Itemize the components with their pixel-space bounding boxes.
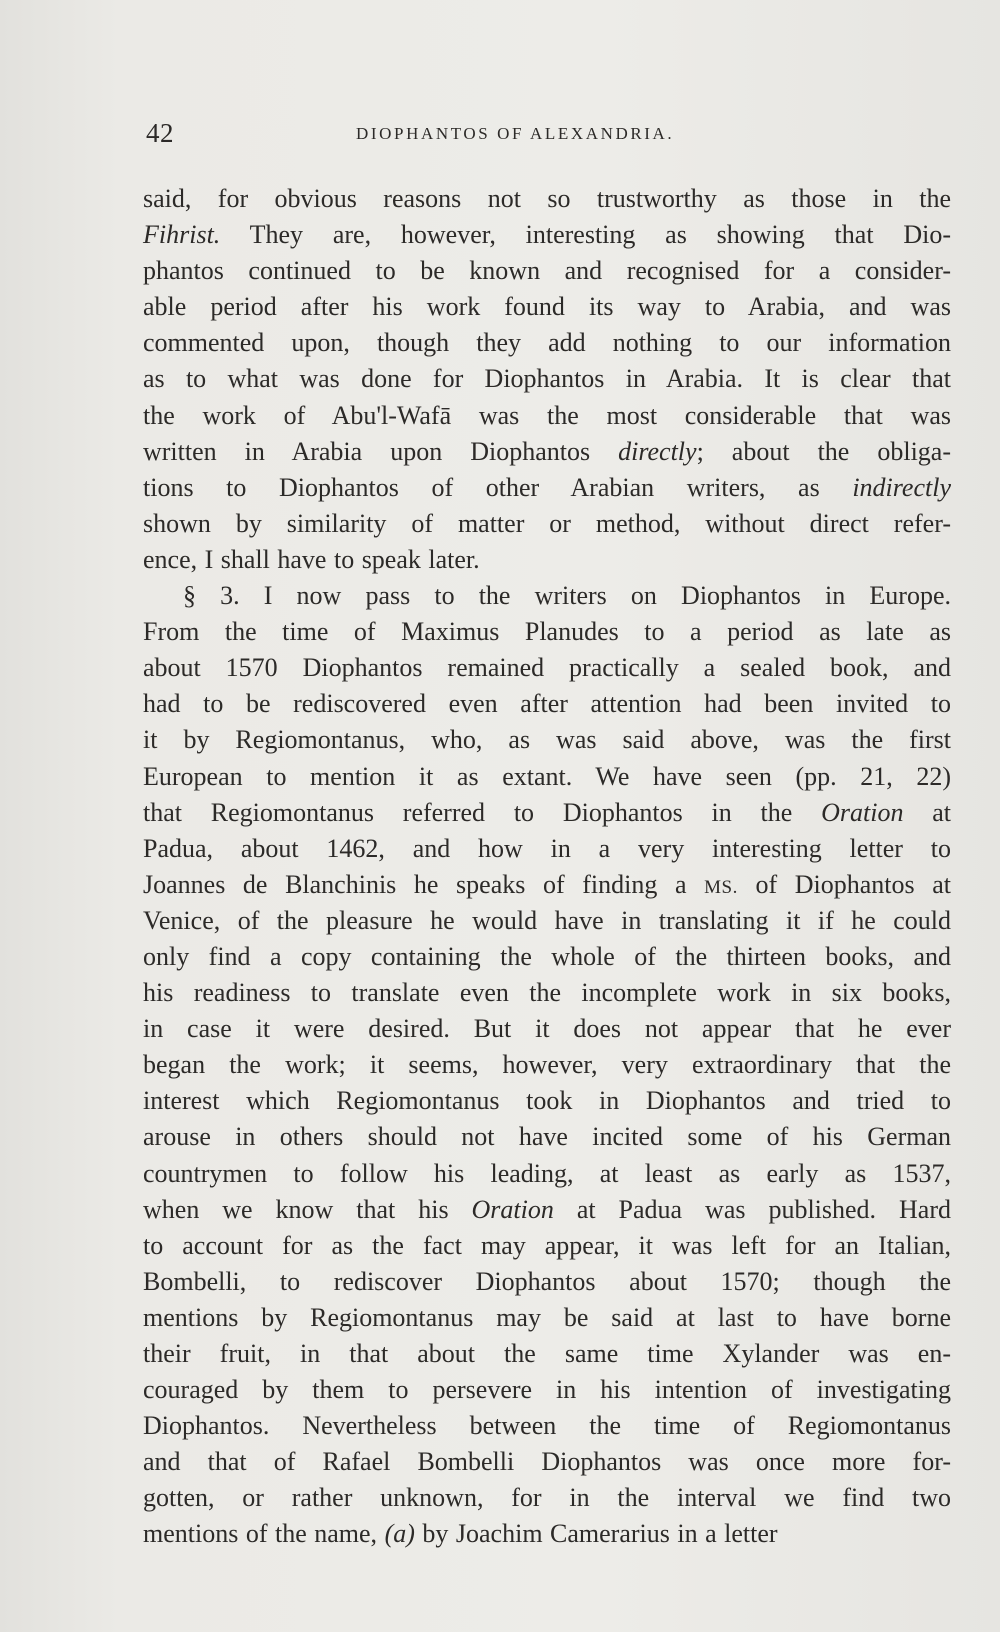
- text-line: [143, 542, 951, 578]
- text-line: [143, 253, 951, 289]
- text-segment: shown by similarity of matter or method, without direct refer-: [143, 508, 951, 538]
- text-segment: when we know that his: [143, 1194, 472, 1224]
- text-line: [143, 867, 951, 903]
- text-segment: in case it were desired. But it does not appear that he ever: [143, 1014, 951, 1044]
- text-line: [143, 289, 951, 325]
- text-line: [143, 1336, 951, 1372]
- text-line: [143, 1119, 951, 1155]
- text-segment: the work of Abu'l-Wafā was the most considerable that was: [143, 400, 951, 430]
- text-line: [143, 650, 951, 686]
- text-line: [143, 1444, 951, 1480]
- text-segment: phantos continued to be known and recognised for a consider-: [143, 256, 951, 286]
- italic-text: Oration: [821, 797, 904, 827]
- text-line: [143, 506, 951, 542]
- text-segment: tions to Diophantos of other Arabian writers, as: [143, 472, 853, 502]
- text-line: [143, 1300, 951, 1336]
- text-segment: Padua, about 1462, and how in a very interesting letter to: [143, 833, 951, 863]
- text-segment: interest which Regiomontanus took in Diophantos and tried to: [143, 1086, 951, 1116]
- text-line: [143, 759, 951, 795]
- text-segment: to account for as the fact may appear, it was left for an Italian,: [143, 1230, 951, 1260]
- text-segment: by Joachim Camerarius in a letter: [414, 1519, 778, 1549]
- text-line: [143, 181, 951, 217]
- text-segment: § 3. I now pass to the writers on Diophantos in Europe.: [183, 581, 951, 611]
- text-segment: able period after his work found its way to Arabia, and was: [143, 292, 951, 322]
- text-segment: Venice, of the pleasure he would have in translating it if he could: [143, 905, 951, 935]
- text-segment: countrymen to follow his leading, at least as early as 1537,: [143, 1158, 951, 1188]
- italic-text: Fihrist.: [143, 220, 221, 250]
- italic-text: directly: [618, 436, 697, 466]
- text-line: [143, 1047, 951, 1083]
- text-line: [143, 1156, 951, 1192]
- page-number: 42: [146, 118, 174, 148]
- text-segment: Bombelli, to rediscover Diophantos about 1570; though the: [143, 1266, 951, 1296]
- text-segment: at: [903, 797, 952, 827]
- text-segment: commented upon, though they add nothing to our information: [143, 328, 951, 358]
- text-line: [143, 1408, 951, 1444]
- text-segment: his readiness to translate even the incomplete work in six books,: [143, 978, 951, 1008]
- text-segment: mentions of the name,: [143, 1519, 385, 1549]
- text-line: [143, 795, 951, 831]
- italic-text: indirectly: [852, 472, 951, 502]
- text-line: [143, 614, 951, 650]
- text-line: [143, 325, 951, 361]
- text-segment: and that of Rafael Bombelli Diophantos was once more for-: [143, 1447, 951, 1477]
- text-segment: of Diophantos at: [737, 869, 951, 899]
- text-segment: about 1570 Diophantos remained practically a sealed book, and: [143, 653, 951, 683]
- text-segment: said, for obvious reasons not so trustworthy as those in the: [143, 184, 951, 213]
- text-segment: that Regiomontanus referred to Diophantos in the: [143, 797, 822, 827]
- text-line: [143, 831, 951, 867]
- text-line: [143, 975, 951, 1011]
- small-caps-text: MS.: [704, 876, 738, 898]
- text-line: [143, 1372, 951, 1408]
- text-line: [143, 1480, 951, 1516]
- text-segment: From the time of Maximus Planudes to a period as late as: [143, 617, 951, 647]
- page-header: [146, 118, 950, 154]
- text-line: [143, 722, 951, 758]
- text-segment: Diophantos. Nevertheless between the time of Regiomontanus: [143, 1411, 951, 1441]
- text-segment: European to mention it as extant. We have seen (pp. 21, 22): [143, 761, 951, 791]
- text-segment: They are, however, interesting as showing that Dio-: [220, 220, 951, 250]
- text-line: [143, 1228, 951, 1264]
- text-segment: ; about the obliga-: [696, 436, 951, 466]
- body-text: [143, 181, 951, 1553]
- text-segment: as to what was done for Diophantos in Arabia. It is clear that: [143, 364, 951, 394]
- text-line: [143, 1011, 951, 1047]
- text-line: [143, 1083, 951, 1119]
- text-line: [143, 1192, 951, 1228]
- text-segment: mentions by Regiomontanus may be said at last to have borne: [143, 1302, 951, 1332]
- text-line: [143, 903, 951, 939]
- text-line: [143, 361, 951, 397]
- text-line: [143, 217, 951, 253]
- text-segment: at Padua was published. Hard: [553, 1194, 951, 1224]
- text-segment: it by Regiomontanus, who, as was said above, was the first: [143, 725, 951, 755]
- text-line: [143, 939, 951, 975]
- text-segment: began the work; it seems, however, very extraordinary that the: [143, 1050, 951, 1080]
- text-segment: couraged by them to persevere in his intention of investigating: [143, 1375, 951, 1405]
- italic-text: (a): [384, 1519, 415, 1549]
- text-segment: Joannes de Blanchinis he speaks of finding a: [143, 869, 705, 899]
- text-segment: their fruit, in that about the same time Xylander was en-: [143, 1339, 951, 1368]
- italic-text: Oration: [471, 1194, 554, 1224]
- text-line: [143, 1516, 951, 1552]
- text-segment: written in Arabia upon Diophantos: [143, 436, 619, 466]
- text-segment: had to be rediscovered even after attention had been invited to: [143, 689, 951, 719]
- text-line: [143, 578, 951, 614]
- text-segment: gotten, or rather unknown, for in the interval we find two: [143, 1483, 951, 1513]
- text-segment: arouse in others should not have incited some of his German: [143, 1122, 951, 1152]
- text-line: [143, 686, 951, 722]
- text-line: [143, 398, 951, 434]
- text-line: [143, 434, 951, 470]
- text-line: [143, 1264, 951, 1300]
- text-segment: only find a copy containing the whole of the thirteen books, and: [143, 941, 951, 971]
- text-segment: ence, I shall have to speak later.: [143, 544, 480, 574]
- running-title: DIOPHANTOS OF ALEXANDRIA.: [356, 124, 675, 143]
- text-line: [143, 470, 951, 506]
